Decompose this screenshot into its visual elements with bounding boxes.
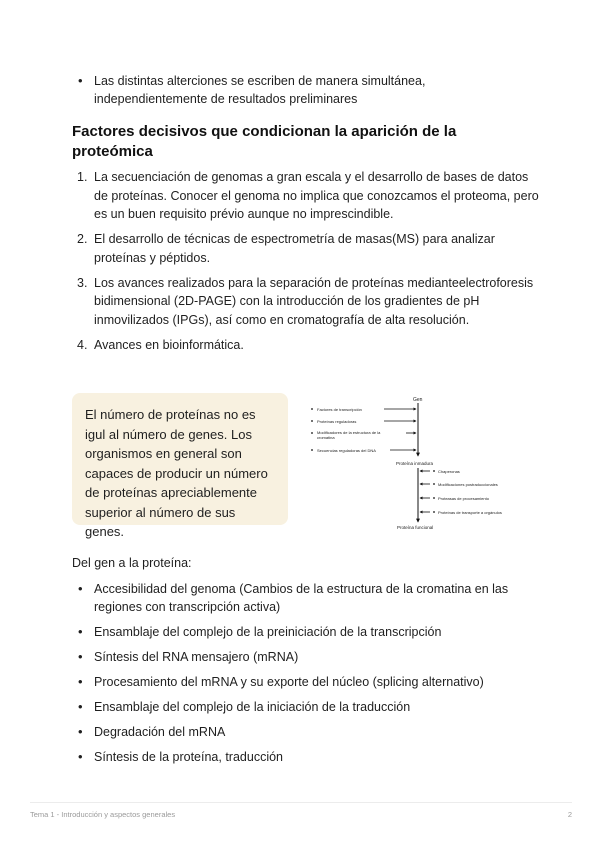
list-item: • Las distintas alterciones se escriben de manera simultánea, independientemente de resultados preliminares xyxy=(72,72,542,108)
bullet-dot xyxy=(311,408,313,410)
bullet-dot xyxy=(433,470,435,472)
gene-to-protein-diagram xyxy=(306,392,546,532)
gene-label: Gen xyxy=(413,397,423,403)
list-item: • Ensamblaje del complejo de la preiniciación de la transcripción xyxy=(72,623,542,641)
item-text: El desarrollo de técnicas de espectrometría de masas(MS) para analizar proteínas y péptidos. xyxy=(94,232,495,265)
list-item: • Ensamblaje del complejo de la iniciación de la traducción xyxy=(72,698,542,716)
list-item xyxy=(72,274,542,330)
list-item xyxy=(72,168,542,224)
bullet-dot xyxy=(311,432,313,434)
section-heading: Factores decisivos que condicionan la aparición de la proteómica xyxy=(72,123,457,160)
bullet-dot xyxy=(433,511,435,513)
bullet-dot xyxy=(311,449,313,451)
item-number: 1. xyxy=(77,170,88,184)
item-text: La secuenciación de genomas a gran escala y el desarrollo de bases de datos de proteínas. Conocer el genoma no implica que conozcamos el proteoma, pero es un buen requisito prévio aunque no imprescindible. xyxy=(94,170,539,221)
item-number: 4. xyxy=(77,337,88,352)
list-item xyxy=(72,336,542,355)
list-item: • Síntesis del RNA mensajero (mRNA) xyxy=(72,648,542,666)
input-label: Proteasas de procesamiento xyxy=(438,496,489,501)
steps-list xyxy=(72,580,542,766)
functional-protein-label: Proteína funcional xyxy=(397,525,434,530)
input-label: Factores de transcripción xyxy=(317,407,362,412)
input-label: Secuencias reguladoras del DNA xyxy=(317,448,376,453)
input-label: Modificadores de la estructura de la xyxy=(317,430,381,435)
input-label: Proteínas reguladoras xyxy=(317,419,357,424)
item-number: 2. xyxy=(77,232,88,246)
list-item: • Accesibilidad del genoma (Cambios de la estructura de la cromatina en las regiones con transcripción activa) xyxy=(72,580,542,616)
top-bullet-list xyxy=(72,72,542,108)
list-item xyxy=(72,230,542,267)
factors-list xyxy=(72,168,542,361)
input-label: Proteínas de transporte a orgánulos xyxy=(438,510,502,515)
bullet-dot xyxy=(433,483,435,485)
footer-title: Tema 1 - Introducción y aspectos generales xyxy=(30,810,176,819)
list-item: • Síntesis de la proteína, traducción xyxy=(72,748,542,766)
item-text: Avances en bioinformática. xyxy=(94,337,244,352)
intro-text: Del gen a la proteína: xyxy=(72,556,192,570)
mature-protein-label: Proteína inmadura xyxy=(396,461,434,466)
list-item: • Degradación del mRNA xyxy=(72,723,542,741)
input-label: cromatina xyxy=(317,435,335,440)
bullet-dot xyxy=(311,420,313,422)
input-label: Chaperonas xyxy=(438,469,460,474)
bullet-dot xyxy=(433,497,435,499)
callout-box: El número de proteínas no es igul al número de genes. Los organismos en general son capaces de producir un número de proteínas apreciablemente superior al número de sus genes. xyxy=(72,393,288,525)
list-item: • Procesamiento del mRNA y su exporte del núcleo (splicing alternativo) xyxy=(72,673,542,691)
footer-divider xyxy=(30,802,572,803)
page-number: 2 xyxy=(567,810,572,819)
input-label: Modificaciones postraduccionales xyxy=(438,482,498,487)
item-text: Los avances realizados para la separación de proteínas medianteelectroforesis bidimensional (2D-PAGE) con la introducción de los gradientes de pH inmovilizados (IPGs), así como en cromatografía de alta resolución. xyxy=(94,275,534,327)
item-number: 3. xyxy=(77,275,88,290)
